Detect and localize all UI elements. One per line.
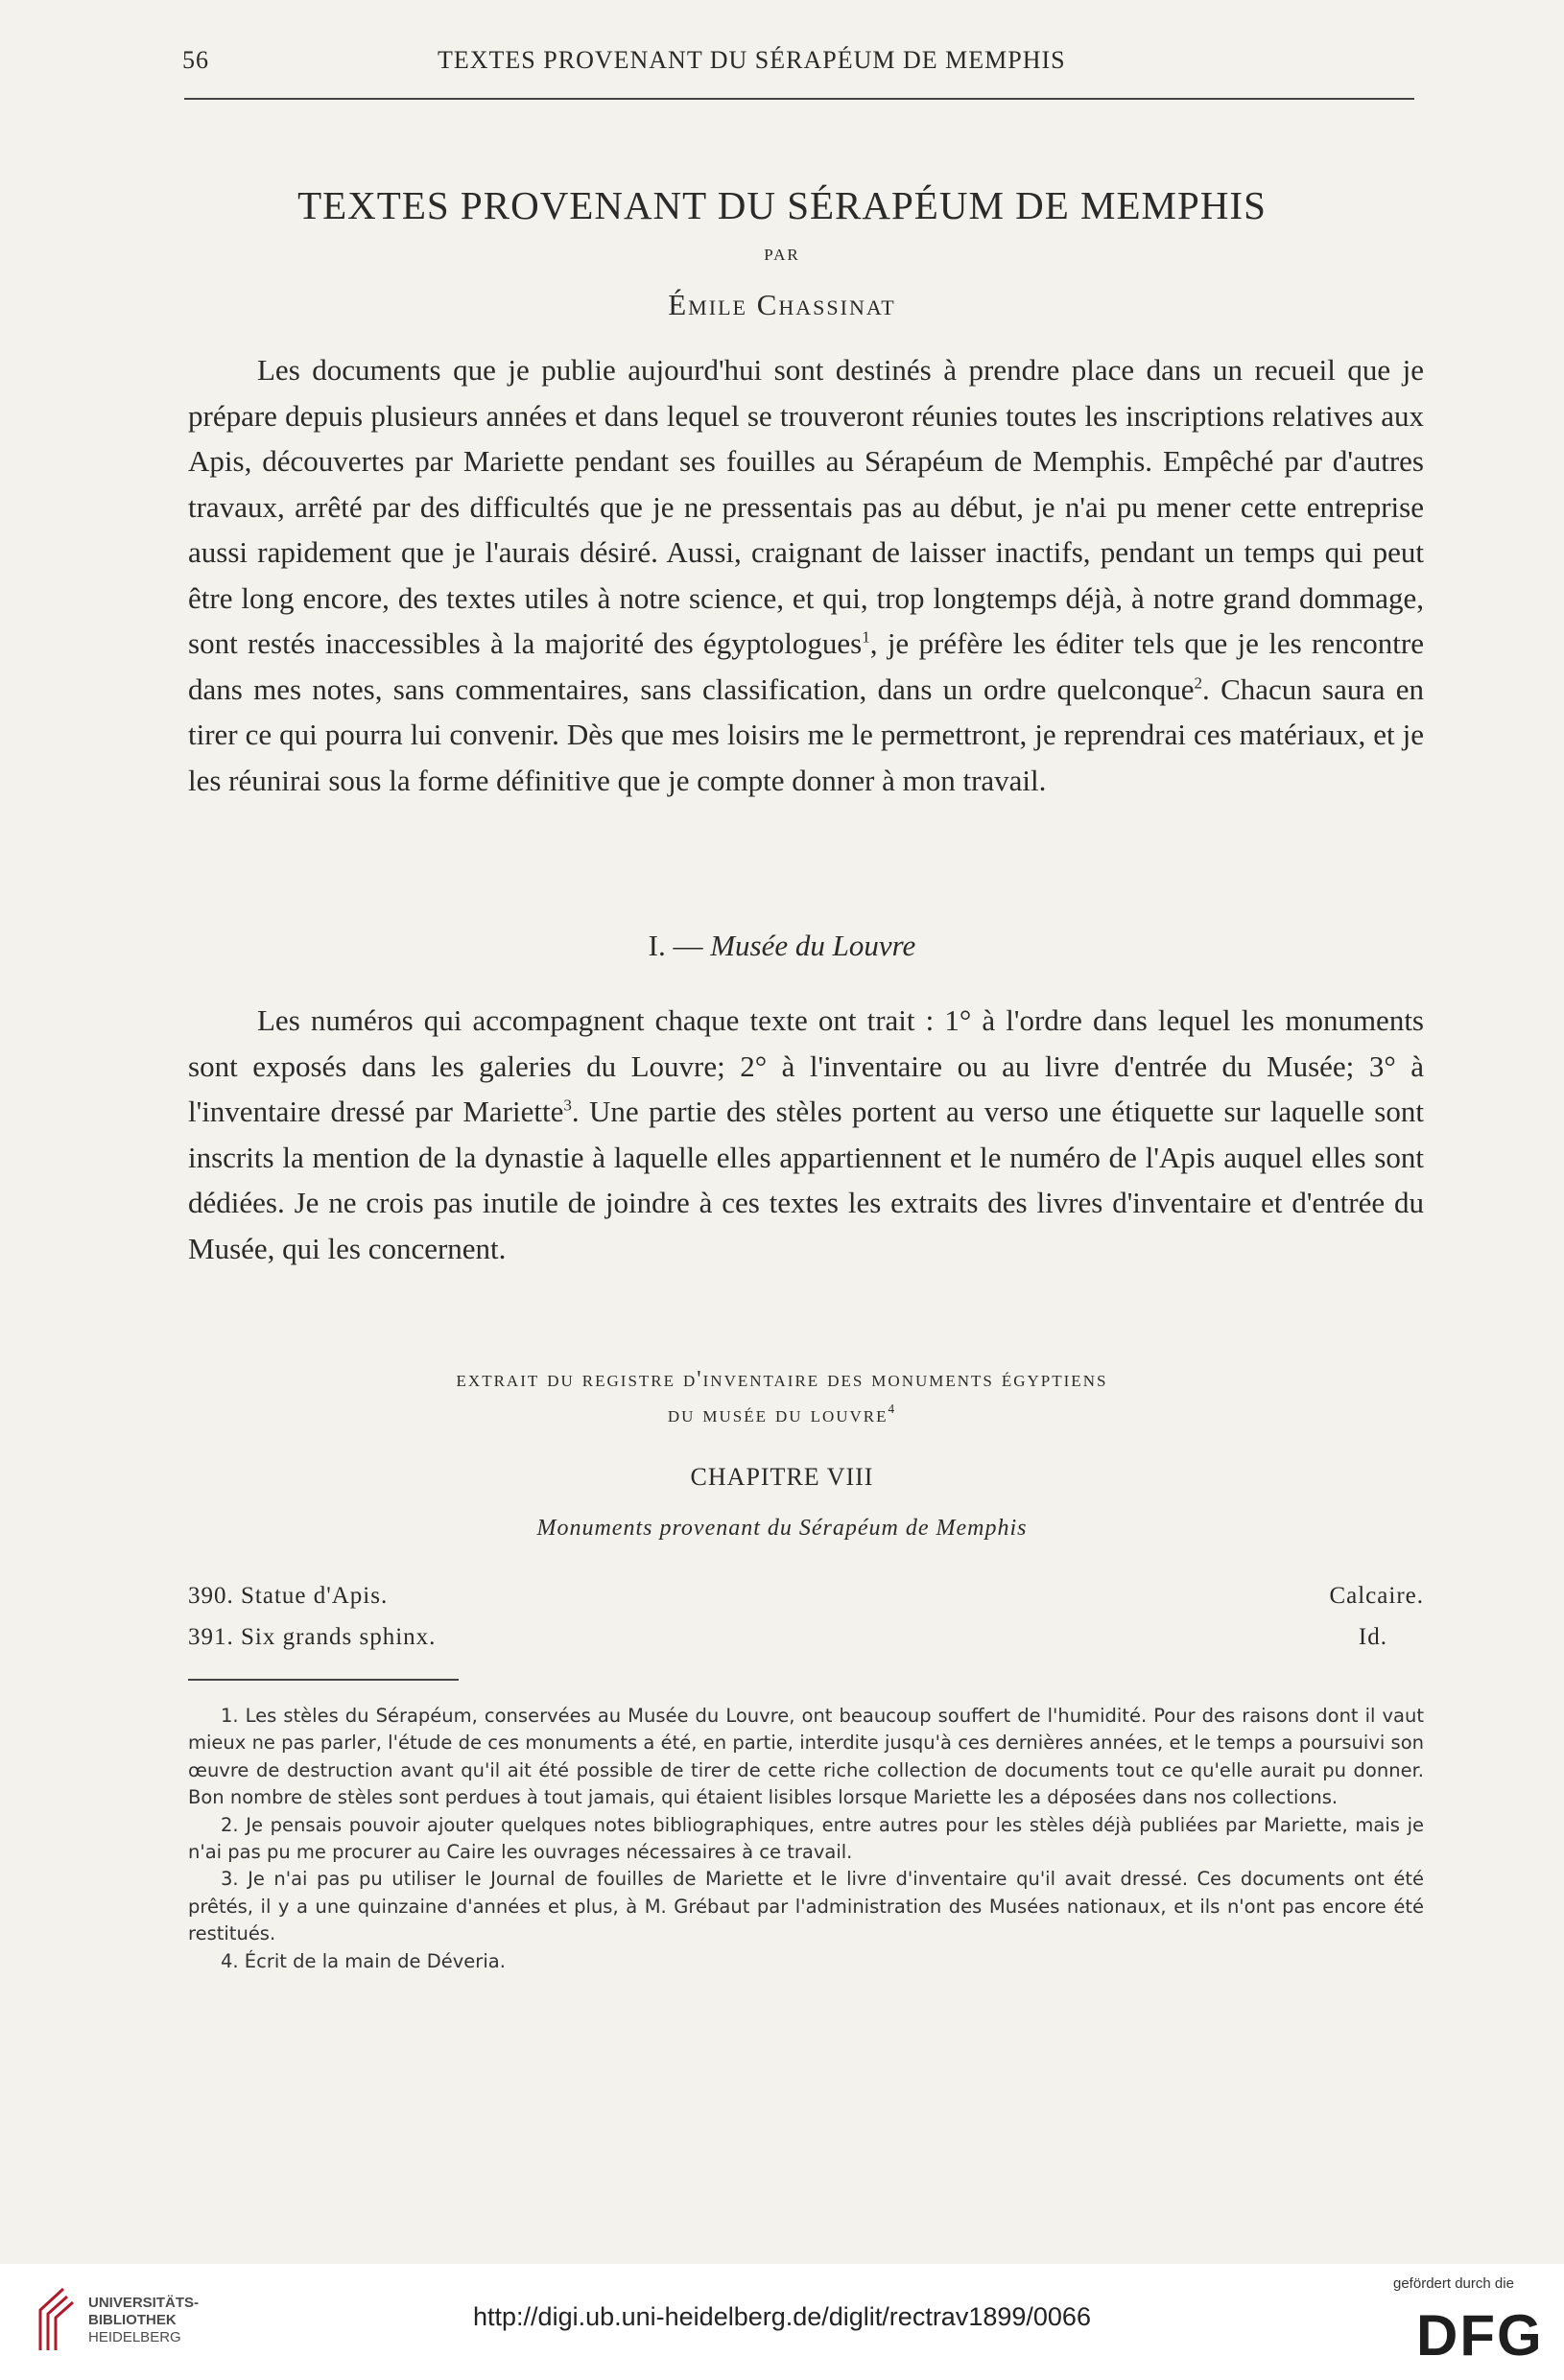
chapter-heading: CHAPITRE VIII <box>690 1463 874 1491</box>
intro-paragraph: Les documents que je publie aujourd'hui sont destinés à prendre place dans un recueil que je prépare depuis plusieurs années et dans lequel se trouveront réunies toutes les inscriptions relatives aux Apis, découvertes par Mariette pendant ses fouilles au Sérapéum de Memphis. Empêché par d'autres travaux, arrêté par des difficultés que je ne pressentais pas au début, je n'ai pu mener cette entreprise aussi rapidement que je l'aurais désiré. Aussi, craignant de laisser inactifs, pendant un temps qui peut être long encore, des textes utiles à notre science, et qui, trop longtemps déjà, à notre grand dommage, sont restés inaccessibles à la majorité des égyptologues$^1$, je préfère les éditer tels que je les rencontre dans mes notes, sans commentaires, sans classification, dans un ordre quelconque$^2$. Chacun saura en tirer ce qui pourra lui convenir. Dès que mes loisirs me le permettront, je reprendrai ces matériaux, et je les réunirai sous la forme définitive que je compte donner à mon travail. <box>188 353 1424 797</box>
article-title: TEXTES PROVENANT DU SÉRAPÉUM DE MEMPHIS <box>297 183 1267 227</box>
page-number: 56 <box>182 46 209 74</box>
footnote-rule <box>188 1679 459 1681</box>
footnote-ref[interactable]: 4 <box>888 1402 897 1416</box>
entry-material: Id. <box>1358 1624 1387 1650</box>
footnote-1: 1. Les stèles du Sérapéum, conservées au Musée du Louvre, ont beaucoup souffert de l'humidité. Pour des raisons dont il vaut mieux ne pas parler, l'étude de ces monuments a été, en partie, interdite jusqu'à ces dernières années, et le temps a poursuivi son œuvre de destruction avant qu'il ait été possible de tirer de cette riche collection de documents tout ce qu'elle aurait pu donner. Bon nombre de stèles sont perdues à tout jamais, qui étaient lisibles lorsque Mariette les a déposées dans nos collections. <box>188 1705 1424 1809</box>
permalink-url[interactable]: http://digi.ub.uni-heidelberg.de/diglit/rectrav1899/0066 <box>473 2302 1091 2331</box>
extract-heading <box>0 1362 1564 1433</box>
library-name[interactable]: UNIVERSITÄTS- BIBLIOTHEK HEIDELBERG <box>88 2295 200 2345</box>
entry-material: Calcaire. <box>1329 1583 1424 1609</box>
extract-heading-line1: extrait du registre d'inventaire des monuments égyptiens <box>456 1367 1108 1392</box>
section-number: I. — <box>648 929 703 962</box>
article-author: Émile Chassinat <box>668 288 896 321</box>
chapter-subtitle: Monuments provenant du Sérapéum de Memphis <box>536 1516 1028 1541</box>
sponsor-text: gefördert durch die <box>1393 2275 1514 2292</box>
footnote-2: 2. Je pensais pouvoir ajouter quelques notes bibliographiques, entre autres pour les stèles déjà publiées par Mariette, mais je n'ai pas pu me procurer au Caire les ouvrages nécessaires à ce travail. <box>188 1813 1424 1864</box>
footnotes <box>188 1703 1424 1975</box>
section-heading <box>0 929 1564 963</box>
header-rule <box>184 98 1414 100</box>
footnote-ref[interactable]: 1 <box>862 627 870 647</box>
dfg-logo[interactable]: DFG <box>1416 2303 1544 2368</box>
footnote-ref[interactable]: 2 <box>1194 673 1203 693</box>
section-paragraph: Les numéros qui accompagnent chaque texte ont trait : 1° à l'ordre dans lequel les monuments sont exposés dans les galeries du Louvre; 2° à l'inventaire ou au livre d'entrée du Musée; 3° à l'inventaire dressé par Mariette$^3$. Une partie des stèles portent au verso une étiquette sur laquelle sont inscrits la mention de la dynastie à laquelle elles appartiennent et le numéro de l'Apis auquel elles sont dédiées. Je ne crois pas inutile de joindre à ces textes les extraits des livres d'inventaire et d'entrée du Musée, qui les concernent. <box>188 1003 1424 1265</box>
running-title: TEXTES PROVENANT DU SÉRAPÉUM DE MEMPHIS <box>438 46 1066 74</box>
footnote-4: 4. Écrit de la main de Déveria. <box>221 1949 506 1972</box>
footnote-ref[interactable]: 3 <box>563 1096 572 1115</box>
byline-par: PAR <box>764 246 800 264</box>
entry-label: 391. Six grands sphinx. <box>188 1624 437 1650</box>
section-title: Musée du Louvre <box>710 929 916 962</box>
extract-heading-line2: du musée du louvre$^4$ <box>667 1402 897 1427</box>
entry-label: 390. Statue d'Apis. <box>188 1583 389 1609</box>
footnote-3: 3. Je n'ai pas pu utiliser le Journal de fouilles de Mariette et le livre d'inventaire qu'il avait dressé. Ces documents ont été prêtés, il y a une quinzaine d'années et plus, à M. Grébaut par l'administration des Musées nationaux, et ils n'ont pas encore été restitués. <box>188 1868 1424 1945</box>
